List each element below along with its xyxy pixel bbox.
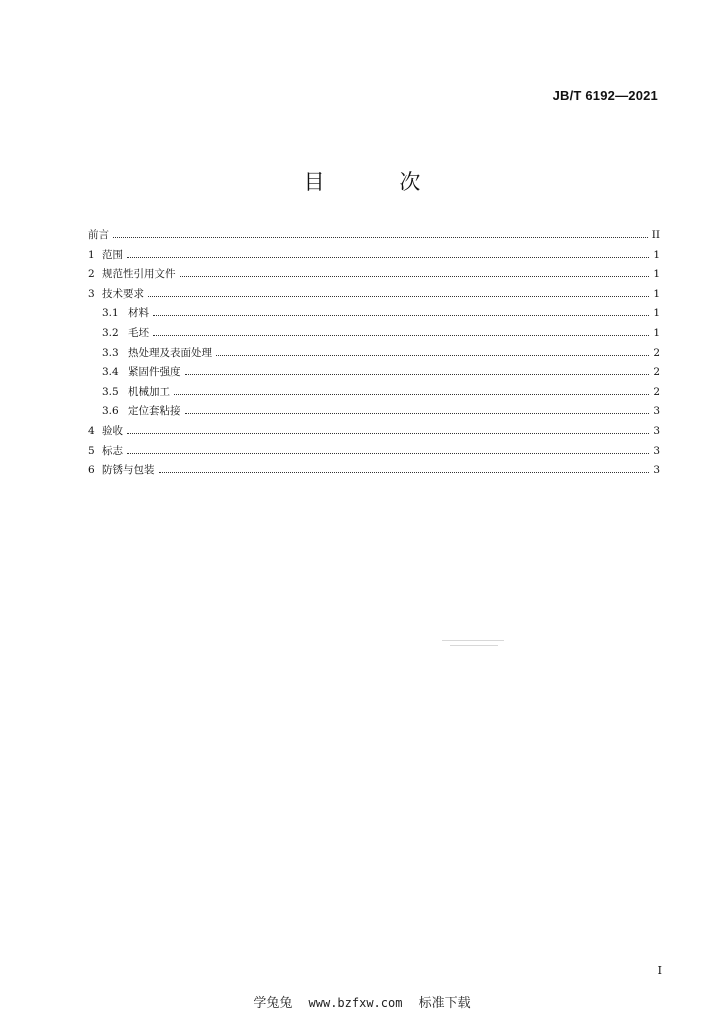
toc-entry-label: 范围 — [102, 248, 123, 261]
toc-entry-machining[interactable] — [88, 383, 660, 403]
toc-entry-label: 验收 — [102, 424, 123, 437]
toc-entry-label: 机械加工 — [128, 385, 170, 398]
toc-leader-dots — [159, 472, 650, 473]
toc-entry-number: 3.2 — [102, 326, 119, 339]
toc-entry-label: 规范性引用文件 — [102, 268, 176, 281]
toc-entry-page: 1 — [653, 326, 660, 339]
toc-entry-label: 前言 — [88, 229, 109, 241]
toc-leader-dots — [127, 433, 649, 434]
toc-entry-label: 标志 — [102, 444, 123, 457]
toc-entry-number: 5 — [88, 444, 95, 457]
footer-watermark — [0, 992, 724, 1011]
toc-entry-page: 2 — [653, 366, 660, 379]
toc-entry-page: 1 — [653, 268, 660, 281]
toc-entry-locating-sleeve-bonding[interactable] — [88, 402, 660, 422]
scan-artifact — [450, 645, 498, 646]
toc-entry-marking[interactable] — [88, 442, 660, 462]
toc-entry-label: 防锈与包装 — [102, 464, 155, 477]
toc-entry-number: 3.1 — [102, 307, 119, 320]
toc-entry-materials[interactable] — [88, 304, 660, 324]
footer-url-link[interactable]: www.bzfxw.com — [308, 996, 403, 1010]
toc-entry-rust-prevention-packaging[interactable] — [88, 461, 660, 481]
table-of-contents — [88, 226, 660, 481]
toc-leader-dots — [180, 276, 650, 277]
toc-entry-foreword[interactable] — [88, 226, 660, 246]
toc-entry-normative-references[interactable] — [88, 265, 660, 285]
toc-entry-fastener-strength[interactable] — [88, 363, 660, 383]
toc-entry-label: 定位套粘接 — [128, 405, 181, 418]
toc-entry-number: 3.6 — [102, 405, 119, 418]
scan-artifact — [442, 640, 504, 641]
toc-leader-dots — [185, 413, 650, 414]
toc-leader-dots — [127, 257, 649, 258]
toc-entry-page: 1 — [653, 248, 660, 261]
footer-tagline: 标准下载 — [418, 996, 471, 1011]
toc-entry-page: II — [651, 229, 660, 241]
toc-entry-label: 技术要求 — [102, 287, 144, 300]
toc-entry-number: 4 — [88, 424, 95, 437]
toc-entry-label: 紧固件强度 — [128, 366, 181, 379]
document-code: JB/T 6192—2021 — [552, 88, 658, 103]
toc-leader-dots — [113, 237, 648, 238]
toc-entry-page: 3 — [653, 444, 660, 457]
toc-entry-number: 3 — [88, 287, 95, 300]
toc-entry-page: 2 — [653, 385, 660, 398]
toc-leader-dots — [174, 394, 649, 395]
toc-leader-dots — [153, 335, 649, 336]
toc-entry-label: 材料 — [128, 307, 149, 320]
toc-entry-number: 6 — [88, 464, 95, 477]
toc-leader-dots — [216, 355, 649, 356]
toc-entry-number: 1 — [88, 248, 95, 261]
toc-entry-number: 3.5 — [102, 385, 119, 398]
toc-entry-page: 2 — [653, 346, 660, 359]
toc-entry-number: 3.4 — [102, 366, 119, 379]
toc-entry-page: 1 — [653, 287, 660, 300]
toc-entry-acceptance[interactable] — [88, 422, 660, 442]
toc-entry-number: 3.3 — [102, 346, 119, 359]
toc-leader-dots — [127, 453, 649, 454]
footer-site-name: 学兔兔 — [253, 996, 293, 1011]
toc-entry-number: 2 — [88, 268, 95, 281]
toc-entry-technical-requirements[interactable] — [88, 285, 660, 305]
toc-entry-page: 1 — [653, 307, 660, 320]
toc-entry-page: 3 — [653, 464, 660, 477]
toc-entry-label: 毛坯 — [128, 326, 149, 339]
toc-entry-heat-treatment[interactable] — [88, 344, 660, 364]
toc-entry-scope[interactable] — [88, 246, 660, 266]
toc-entry-page: 3 — [653, 405, 660, 418]
toc-entry-page: 3 — [653, 424, 660, 437]
page-number: I — [657, 964, 662, 977]
toc-entry-label: 热处理及表面处理 — [128, 346, 212, 359]
toc-leader-dots — [148, 296, 649, 297]
toc-leader-dots — [185, 374, 650, 375]
toc-title: 目 次 — [303, 170, 455, 194]
toc-entry-blanks[interactable] — [88, 324, 660, 344]
toc-leader-dots — [153, 315, 649, 316]
